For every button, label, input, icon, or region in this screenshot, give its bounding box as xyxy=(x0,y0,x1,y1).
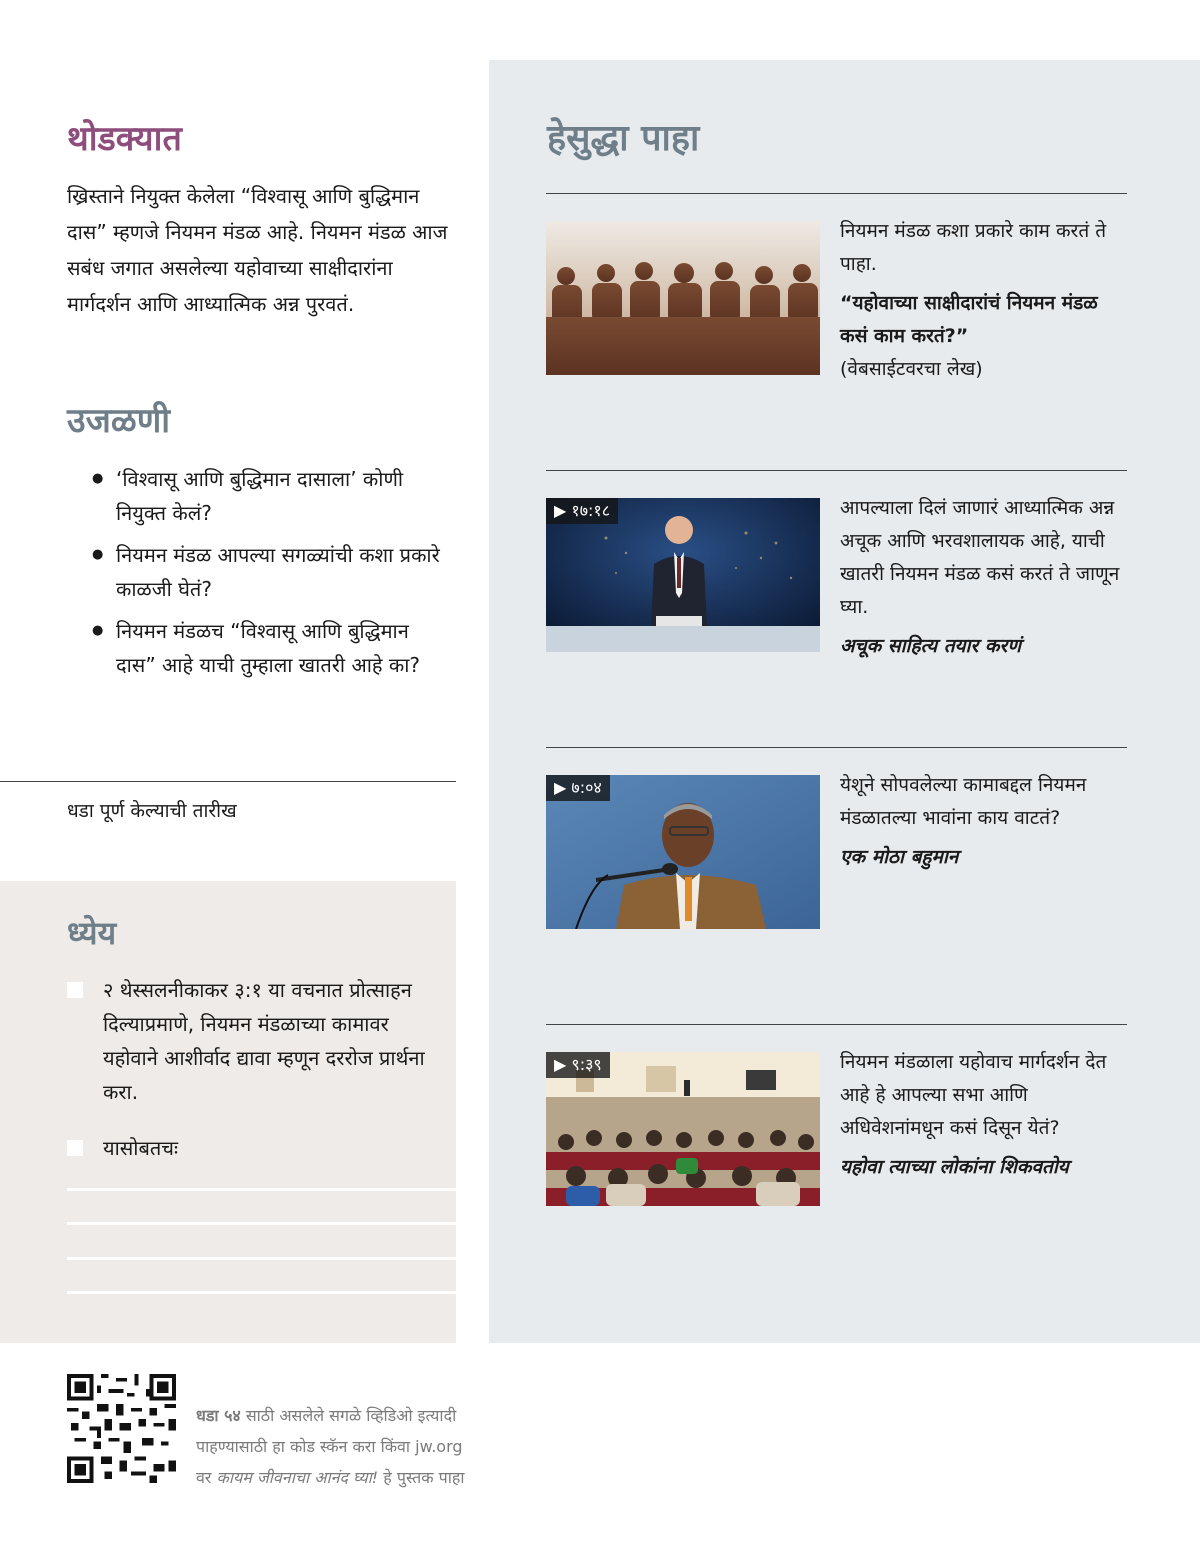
video-title[interactable]: अचूक साहित्य तयार करणं xyxy=(840,635,1021,657)
card-description: येशूने सोपवलेल्या कामाबद्दल नियमन मंडळातल्या भावांना काय वाटतं? xyxy=(840,774,1087,829)
goal-item-text: २ थेस्सलनीकाकर ३:१ या वचनात प्रोत्साहन दिल्याप्रमाणे, नियमन मंडळाच्या कामावर यहोवाने आशीर्वाद द्यावा म्हणून दररोज प्रार्थना करा. xyxy=(103,978,425,1104)
see-also-card[interactable] xyxy=(546,747,1127,868)
see-also-card[interactable] xyxy=(546,1024,1127,1178)
goal-heading: ध्येय xyxy=(67,914,117,952)
write-line[interactable] xyxy=(67,1257,456,1260)
date-divider xyxy=(0,781,456,782)
write-line[interactable] xyxy=(67,1188,456,1191)
summary-heading: थोडक्यात xyxy=(67,119,182,159)
card-description: आपल्याला दिलं जाणारं आध्यात्मिक अन्न अचूक आणि भरवशालायक आहे, याची खातरी नियमन मंडळ कसं करतं ते जाणून घ्या. xyxy=(840,497,1120,618)
footer-text xyxy=(196,1400,465,1493)
see-also-heading: हेसुद्धा पाहा xyxy=(547,118,700,159)
lesson-number: धडा ५४ xyxy=(196,1406,241,1425)
review-heading: उजळणी xyxy=(67,401,171,441)
video-thumbnail-speaker[interactable] xyxy=(546,775,820,929)
footer-line-3 xyxy=(196,1462,465,1493)
card-text xyxy=(840,1046,1130,1184)
footer-text-span: वर xyxy=(196,1468,217,1487)
goal-item-prayer xyxy=(67,973,437,1109)
completion-date-label: धडा पूर्ण केल्याची तारीख xyxy=(67,800,237,822)
video-duration: ▶ १७:१८ xyxy=(546,498,618,524)
review-list xyxy=(92,462,442,690)
card-text xyxy=(840,492,1130,663)
card-note: (वेबसाईटवरचा लेख) xyxy=(840,358,983,380)
card-text xyxy=(840,769,1130,874)
qr-code[interactable] xyxy=(67,1374,176,1483)
footer-text-span: हे पुस्तक पाहा xyxy=(378,1468,465,1487)
video-title[interactable]: यहोवा त्याच्या लोकांना शिकवतोय xyxy=(840,1156,1069,1178)
write-line[interactable] xyxy=(67,1222,456,1225)
write-line[interactable] xyxy=(67,1291,456,1294)
summary-text: ख्रिस्ताने नियुक्त केलेला “विश्वासू आणि बुद्धिमान दास” म्हणजे नियमन मंडळ आहे. नियमन मंडळ आज सबंध जगात असलेल्या यहोवाच्या साक्षीदारांना मार्गदर्शन आणि आध्यात्मिक अन्न पुरवतं. xyxy=(67,184,448,316)
see-also-panel xyxy=(489,60,1200,1343)
see-also-card[interactable] xyxy=(546,470,1127,657)
review-item: ● नियमन मंडळच “विश्वासू आणि बुद्धिमान दास” आहे याची तुम्हाला खातरी आहे का? xyxy=(92,614,442,682)
video-duration: ▶ ९:३९ xyxy=(546,1052,610,1078)
checkbox[interactable] xyxy=(67,1140,83,1156)
video-title[interactable]: एक मोठा बहुमान xyxy=(840,846,959,868)
card-description: नियमन मंडळाला यहोवाच मार्गदर्शन देत आहे हे आपल्या सभा आणि अधिवेशनांमधून कसं दिसून येतं? xyxy=(840,1051,1107,1139)
video-thumbnail-congregation[interactable] xyxy=(546,1052,820,1206)
goal-box xyxy=(0,881,456,1343)
see-also-card[interactable] xyxy=(546,193,1127,380)
video-thumbnail-presenter[interactable] xyxy=(546,498,820,652)
review-item: ● ‘विश्वासू आणि बुद्धिमान दासाला’ कोणी नियुक्त केलं? xyxy=(92,462,442,530)
goal-item-text: यासोबतचः xyxy=(103,1136,179,1160)
review-item: ● नियमन मंडळ आपल्या सगळ्यांची कशा प्रकारे काळजी घेतं? xyxy=(92,538,442,606)
video-duration: ▶ ७:०४ xyxy=(546,775,610,801)
card-description: नियमन मंडळ कशा प्रकारे काम करतं ते पाहा. xyxy=(840,220,1107,275)
footer-text-span: साठी असलेले सगळे व्हिडिओ इत्यादी xyxy=(240,1406,457,1425)
footer-line-1 xyxy=(196,1400,465,1431)
card-link-title[interactable]: “यहोवाच्या साक्षीदारांचं नियमन मंडळ कसं काम करतं?” xyxy=(840,292,1098,347)
goal-item-custom xyxy=(67,1131,437,1165)
footer-line-2: पाहण्यासाठी हा कोड स्कॅन करा किंवा jw.org xyxy=(196,1437,463,1456)
meeting-silhouette-thumbnail[interactable] xyxy=(546,221,820,375)
checkbox[interactable] xyxy=(67,982,83,998)
card-text xyxy=(840,215,1130,386)
book-title[interactable]: कायम जीवनाचा आनंद घ्या! xyxy=(216,1468,379,1487)
